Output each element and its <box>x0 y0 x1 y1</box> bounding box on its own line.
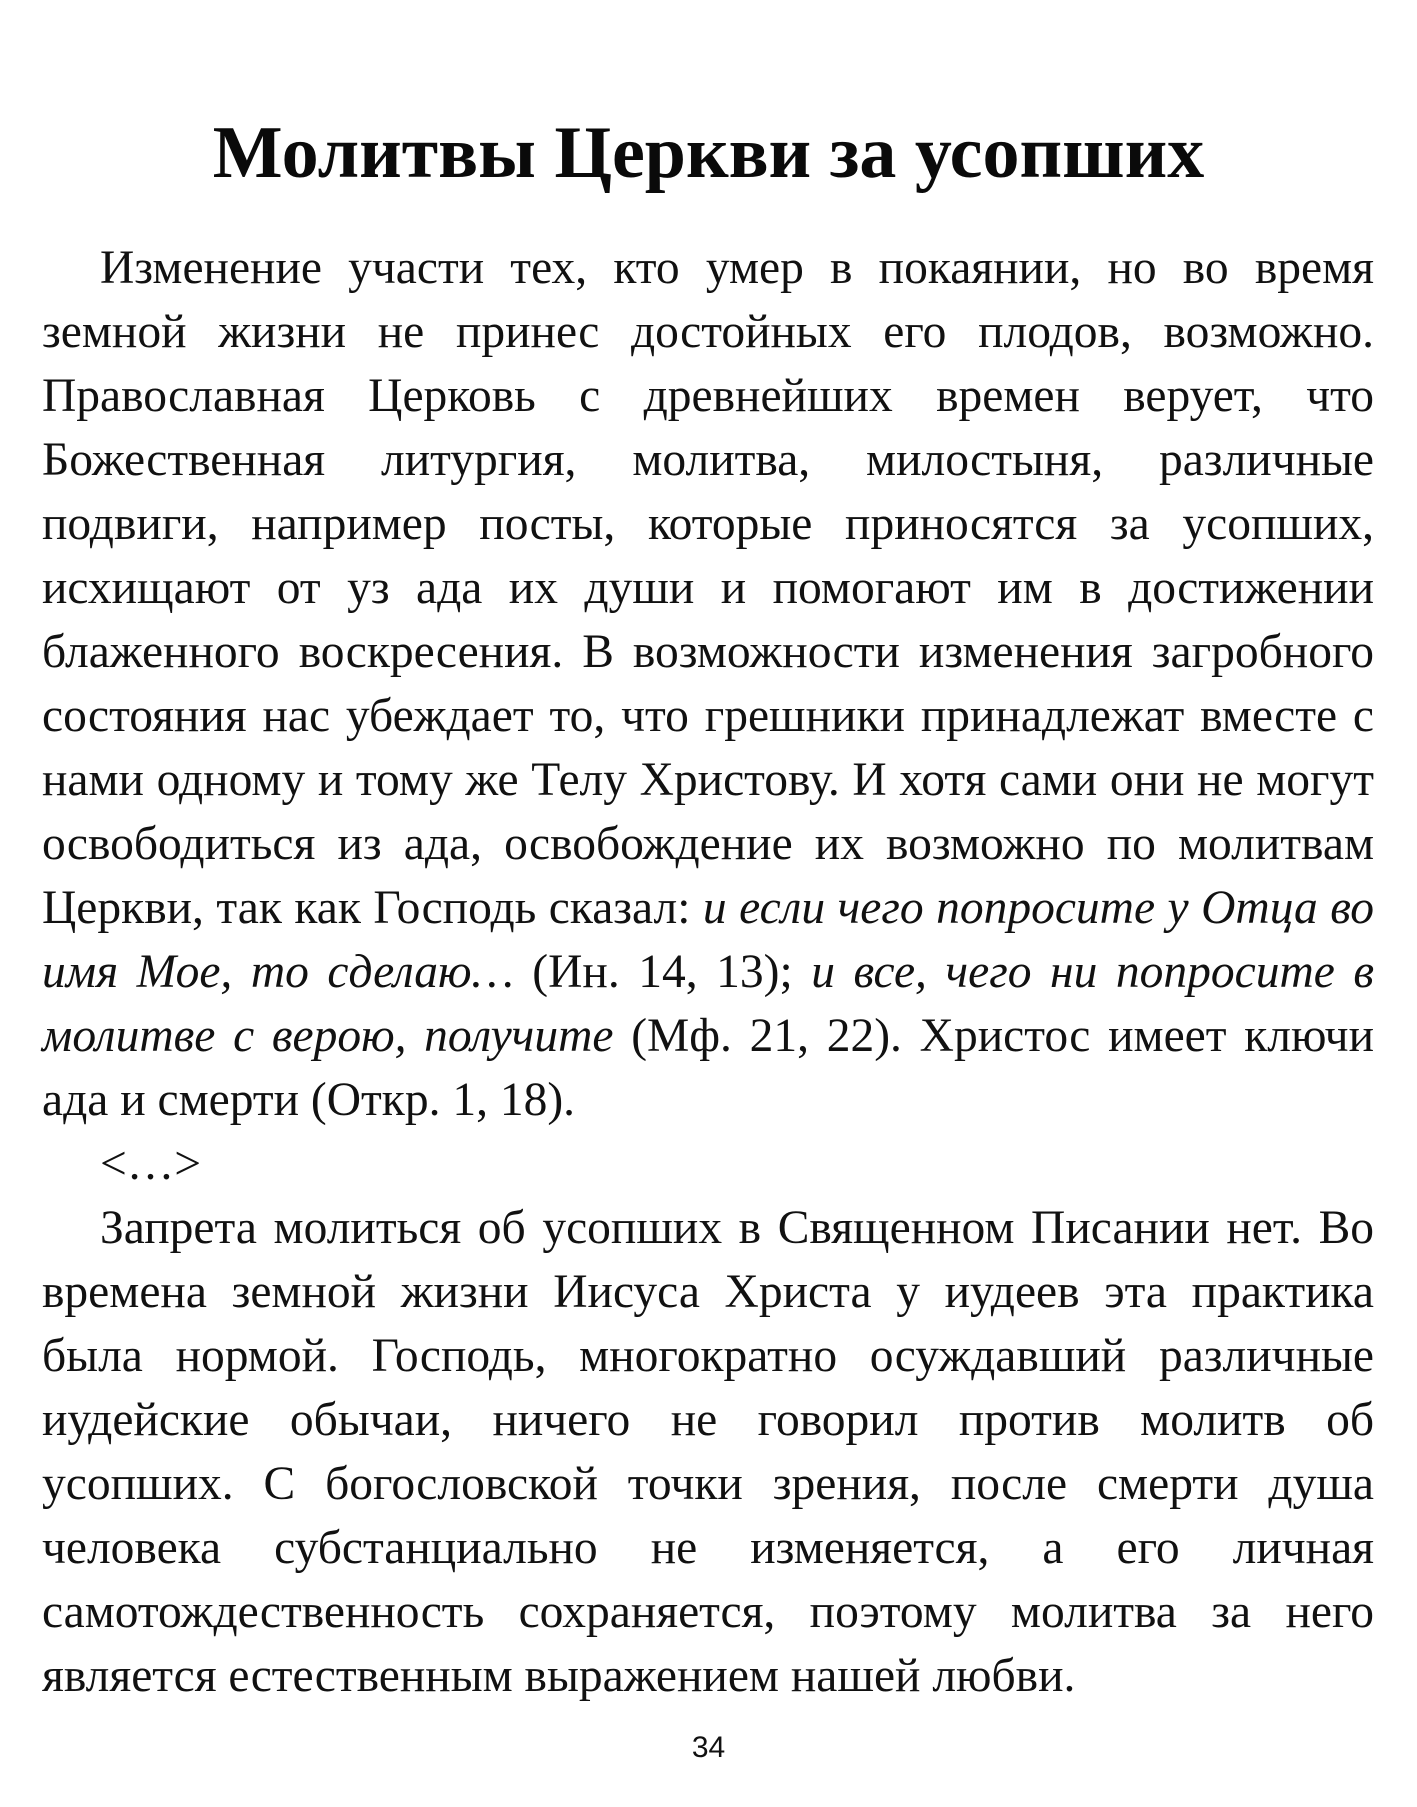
paragraph-1-text-a: Изменение участи тех, кто умер в покаянии, но во время земной жизни не принес достойных его плодов, возможно. Православная Церковь с древнейших времен верует, что Божественная литургия, молитва, милостыня, различные подвиги, например посты, которые приносятся за усопших, исхищают от уз ада их души и помогают им в достижении блаженного воскресения. В возможности изменения загробного состояния нас убеждает то, что грешники принадлежат вместе с нами одному и тому же Телу Христову. И хотя сами они не могут освободиться из ада, освобождение их возможно по молитвам Церкви, так как Господь сказал: <box>42 242 1374 934</box>
page-number: 34 <box>691 1731 726 1764</box>
paragraph-1-text-b: (Мф. 21, 22). Христос имеет ключи ада и смерти (Откр. 1, 18). <box>42 1010 1374 1126</box>
scripture-reference-1: (Ин. 14, 13); <box>513 946 812 998</box>
page-title: Молитвы Церкви за усопших <box>212 112 1205 194</box>
paragraph-2: Запрета молиться об усопших в Священном Писании нет. Во времена земной жизни Иисуса Христа у иудеев эта практика была нормой. Господь, многократно осуждавший различные иудейские обычаи, ничего не говорил против молитв об усопших. С богословской точки зрения, после смерти душа человека субстанциально не изменяется, а его личная самотождественность сохраняется, поэтому молитва за него является естественным выражением нашей любви. <box>42 1202 1374 1702</box>
paragraph-1 <box>42 236 1374 1132</box>
scripture-quote-2: и все, чего ни попросите в молитве с верою, получите <box>42 946 1374 1062</box>
omission-marker: <…> <box>100 1138 202 1190</box>
body-text <box>42 236 1374 1708</box>
scripture-quote-1: и если чего попросите у Отца во имя Мое, то сделаю… <box>42 882 1374 998</box>
